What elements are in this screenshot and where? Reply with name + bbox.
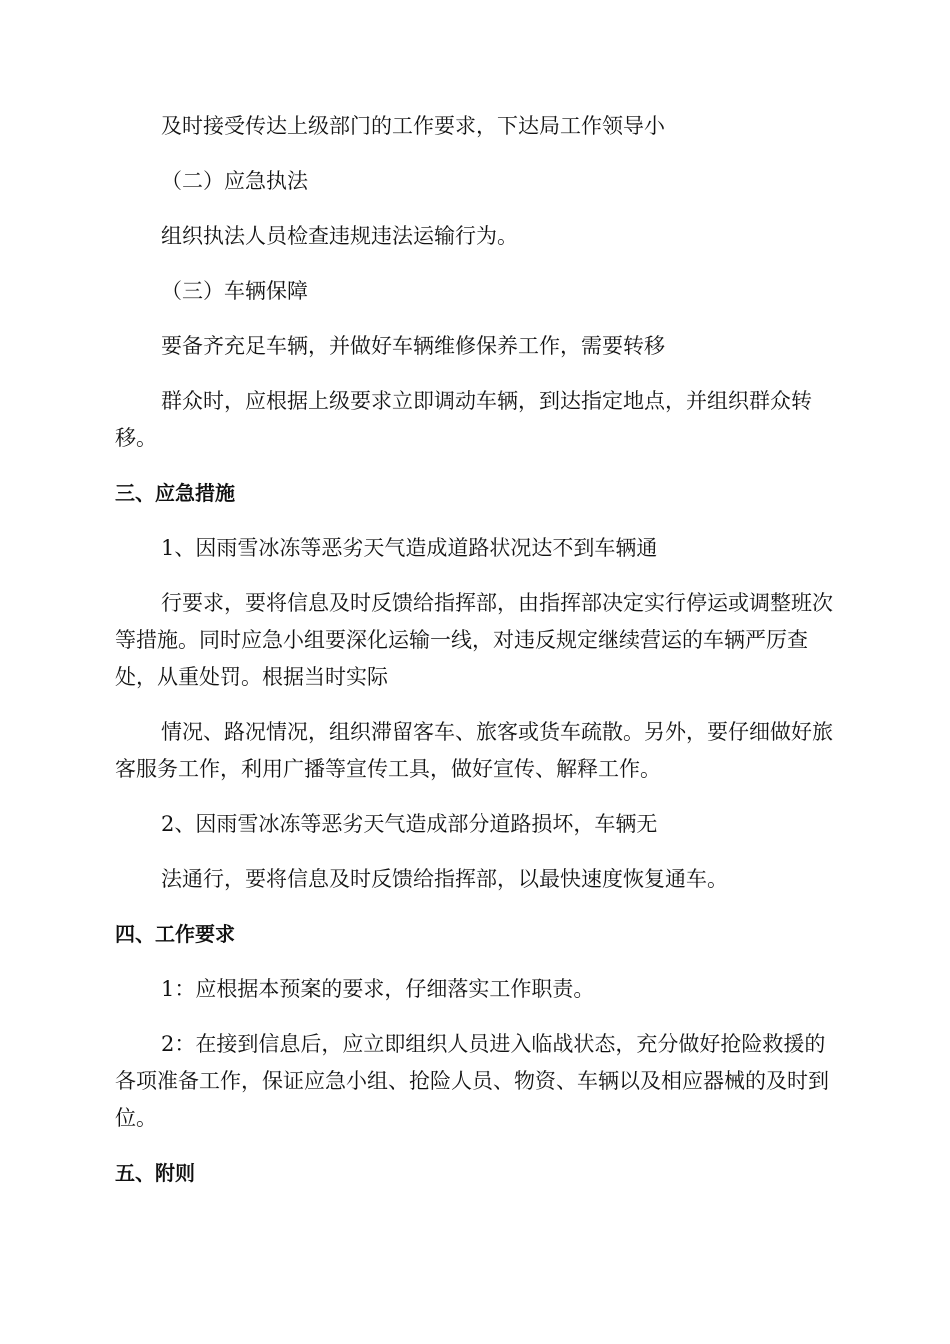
paragraph: 组织执法人员检查违规违法运输行为。 [161, 224, 518, 248]
section-heading: 四、工作要求 [115, 922, 235, 946]
section-heading: 三、应急措施 [115, 481, 235, 505]
paragraph: 要备齐充足车辆，并做好车辆维修保养工作，需要转移 [161, 334, 665, 358]
section-heading: 五、附则 [115, 1161, 195, 1185]
paragraph: 及时接受传达上级部门的工作要求，下达局工作领导小 [161, 114, 665, 138]
paragraph: 1、因雨雪冰冻等恶劣天气造成道路状况达不到车辆通 [161, 536, 658, 560]
paragraph: 2：在接到信息后，应立即组织人员进入临战状态，充分做好抢险救援的各项准备工作，保证应急小组、抢险人员、物资、车辆以及相应器械的及时到位。 [115, 1032, 829, 1130]
paragraph: 行要求，要将信息及时反馈给指挥部，由指挥部决定实行停运或调整班次等措施。同时应急小组要深化运输一线，对违反规定继续营运的车辆严厉查处，从重处罚。根据当时实际 [115, 591, 833, 689]
paragraph: 情况、路况情况，组织滞留客车、旅客或货车疏散。另外，要仔细做好旅客服务工作，利用广播等宣传工具，做好宣传、解释工作。 [115, 720, 833, 781]
paragraph: 群众时，应根据上级要求立即调动车辆，到达指定地点，并组织群众转移。 [115, 389, 812, 450]
document-body [115, 108, 835, 1210]
subsection-heading: （三）车辆保障 [161, 279, 308, 303]
paragraph: 2、因雨雪冰冻等恶劣天气造成部分道路损坏，车辆无 [161, 812, 658, 836]
paragraph: 法通行，要将信息及时反馈给指挥部，以最快速度恢复通车。 [161, 867, 728, 891]
paragraph: 1：应根据本预案的要求，仔细落实工作职责。 [161, 977, 595, 1001]
subsection-heading: （二）应急执法 [161, 169, 308, 193]
